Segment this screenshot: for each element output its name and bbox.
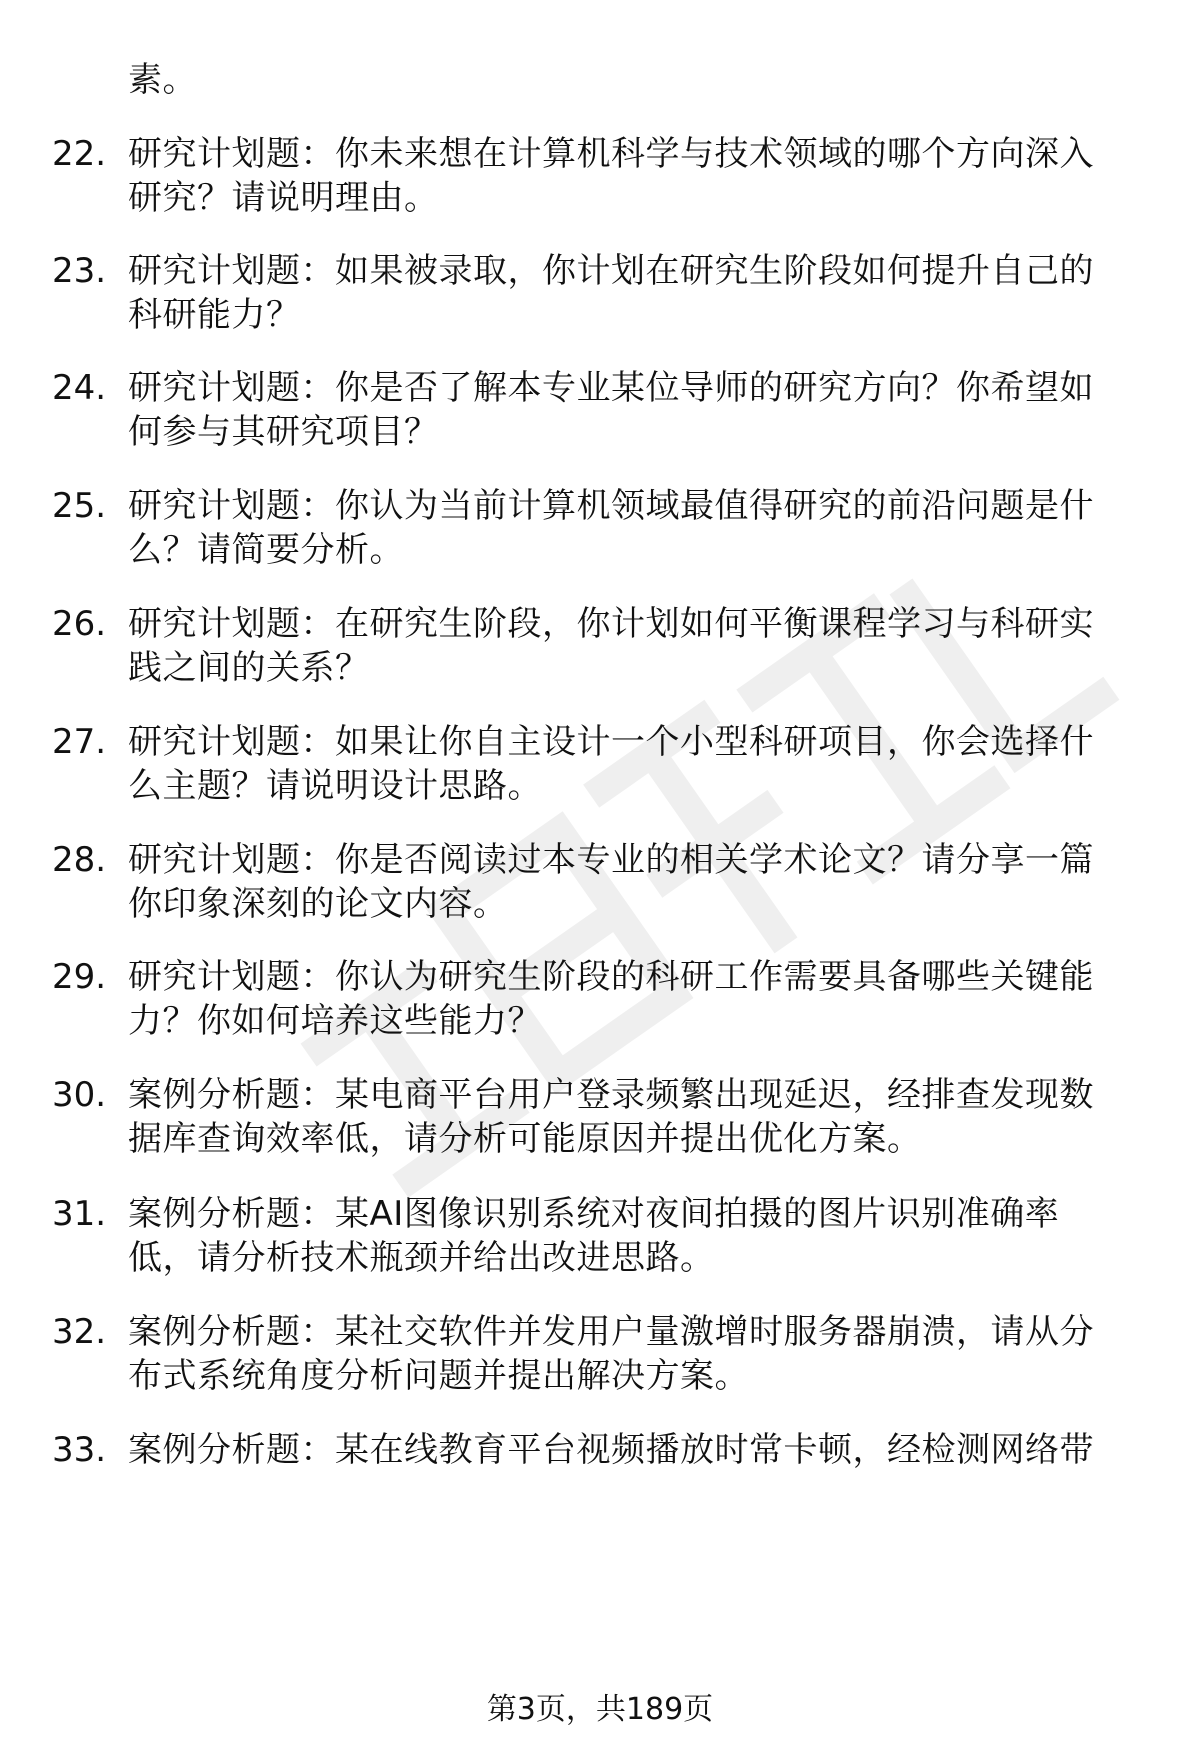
item-number: 28. <box>52 840 107 880</box>
item-text-line: 么主题？请说明设计思路。 <box>128 766 542 806</box>
item-number: 25. <box>52 486 107 526</box>
item-text-line: 践之间的关系？ <box>128 648 370 688</box>
item-text-line: 研究计划题：你认为当前计算机领域最值得研究的前沿问题是什 <box>128 486 1094 526</box>
item-number: 29. <box>52 957 107 997</box>
item-text-line: 力？你如何培养这些能力？ <box>128 1001 542 1041</box>
item-text-line: 研究计划题：在研究生阶段，你计划如何平衡课程学习与科研实 <box>128 604 1094 644</box>
item-number: 32. <box>52 1312 107 1352</box>
item-text-line: 研究计划题：如果让你自主设计一个小型科研项目，你会选择什 <box>128 722 1094 762</box>
item-number: 22. <box>52 134 107 174</box>
item-text-line: 么？请简要分析。 <box>128 530 404 570</box>
item-text-line: 研究计划题：你认为研究生阶段的科研工作需要具备哪些关键能 <box>128 957 1094 997</box>
item-text-line: 案例分析题：某AI图像识别系统对夜间拍摄的图片识别准确率 <box>128 1194 1060 1234</box>
item-text-line: 据库查询效率低，请分析可能原因并提出优化方案。 <box>128 1119 922 1159</box>
item-number: 30. <box>52 1075 107 1115</box>
item-text-line: 科研能力？ <box>128 295 301 335</box>
item-text-line: 案例分析题：某电商平台用户登录频繁出现延迟，经排查发现数 <box>128 1075 1094 1115</box>
item-text-line: 研究？请说明理由。 <box>128 178 439 218</box>
item-text-line: 研究计划题：你是否阅读过本专业的相关学术论文？请分享一篇 <box>128 840 1094 880</box>
item-text-line: 何参与其研究项目？ <box>128 412 439 452</box>
item-number: 33. <box>52 1430 107 1470</box>
item-number: 26. <box>52 604 107 644</box>
item-text-line: 你印象深刻的论文内容。 <box>128 884 508 924</box>
item-text-line: 案例分析题：某在线教育平台视频播放时常卡顿，经检测网络带 <box>128 1430 1094 1470</box>
page-footer: 第3页，共189页 <box>486 1692 714 1727</box>
item-number: 23. <box>52 251 107 291</box>
item-number: 24. <box>52 368 107 408</box>
item-text-line: 案例分析题：某社交软件并发用户量激增时服务器崩溃，请从分 <box>128 1312 1094 1352</box>
item-text-line: 研究计划题：如果被录取，你计划在研究生阶段如何提升自己的 <box>128 251 1094 291</box>
item-text-line: 研究计划题：你是否了解本专业某位导师的研究方向？你希望如 <box>128 368 1094 408</box>
item-text-line: 布式系统角度分析问题并提出解决方案。 <box>128 1356 749 1396</box>
item-text-line: 研究计划题：你未来想在计算机科学与技术领域的哪个方向深入 <box>128 134 1094 174</box>
continuation-text: 素。 <box>128 60 197 100</box>
item-number: 31. <box>52 1194 107 1234</box>
item-number: 27. <box>52 722 107 762</box>
item-text-line: 低，请分析技术瓶颈并给出改进思路。 <box>128 1238 715 1278</box>
